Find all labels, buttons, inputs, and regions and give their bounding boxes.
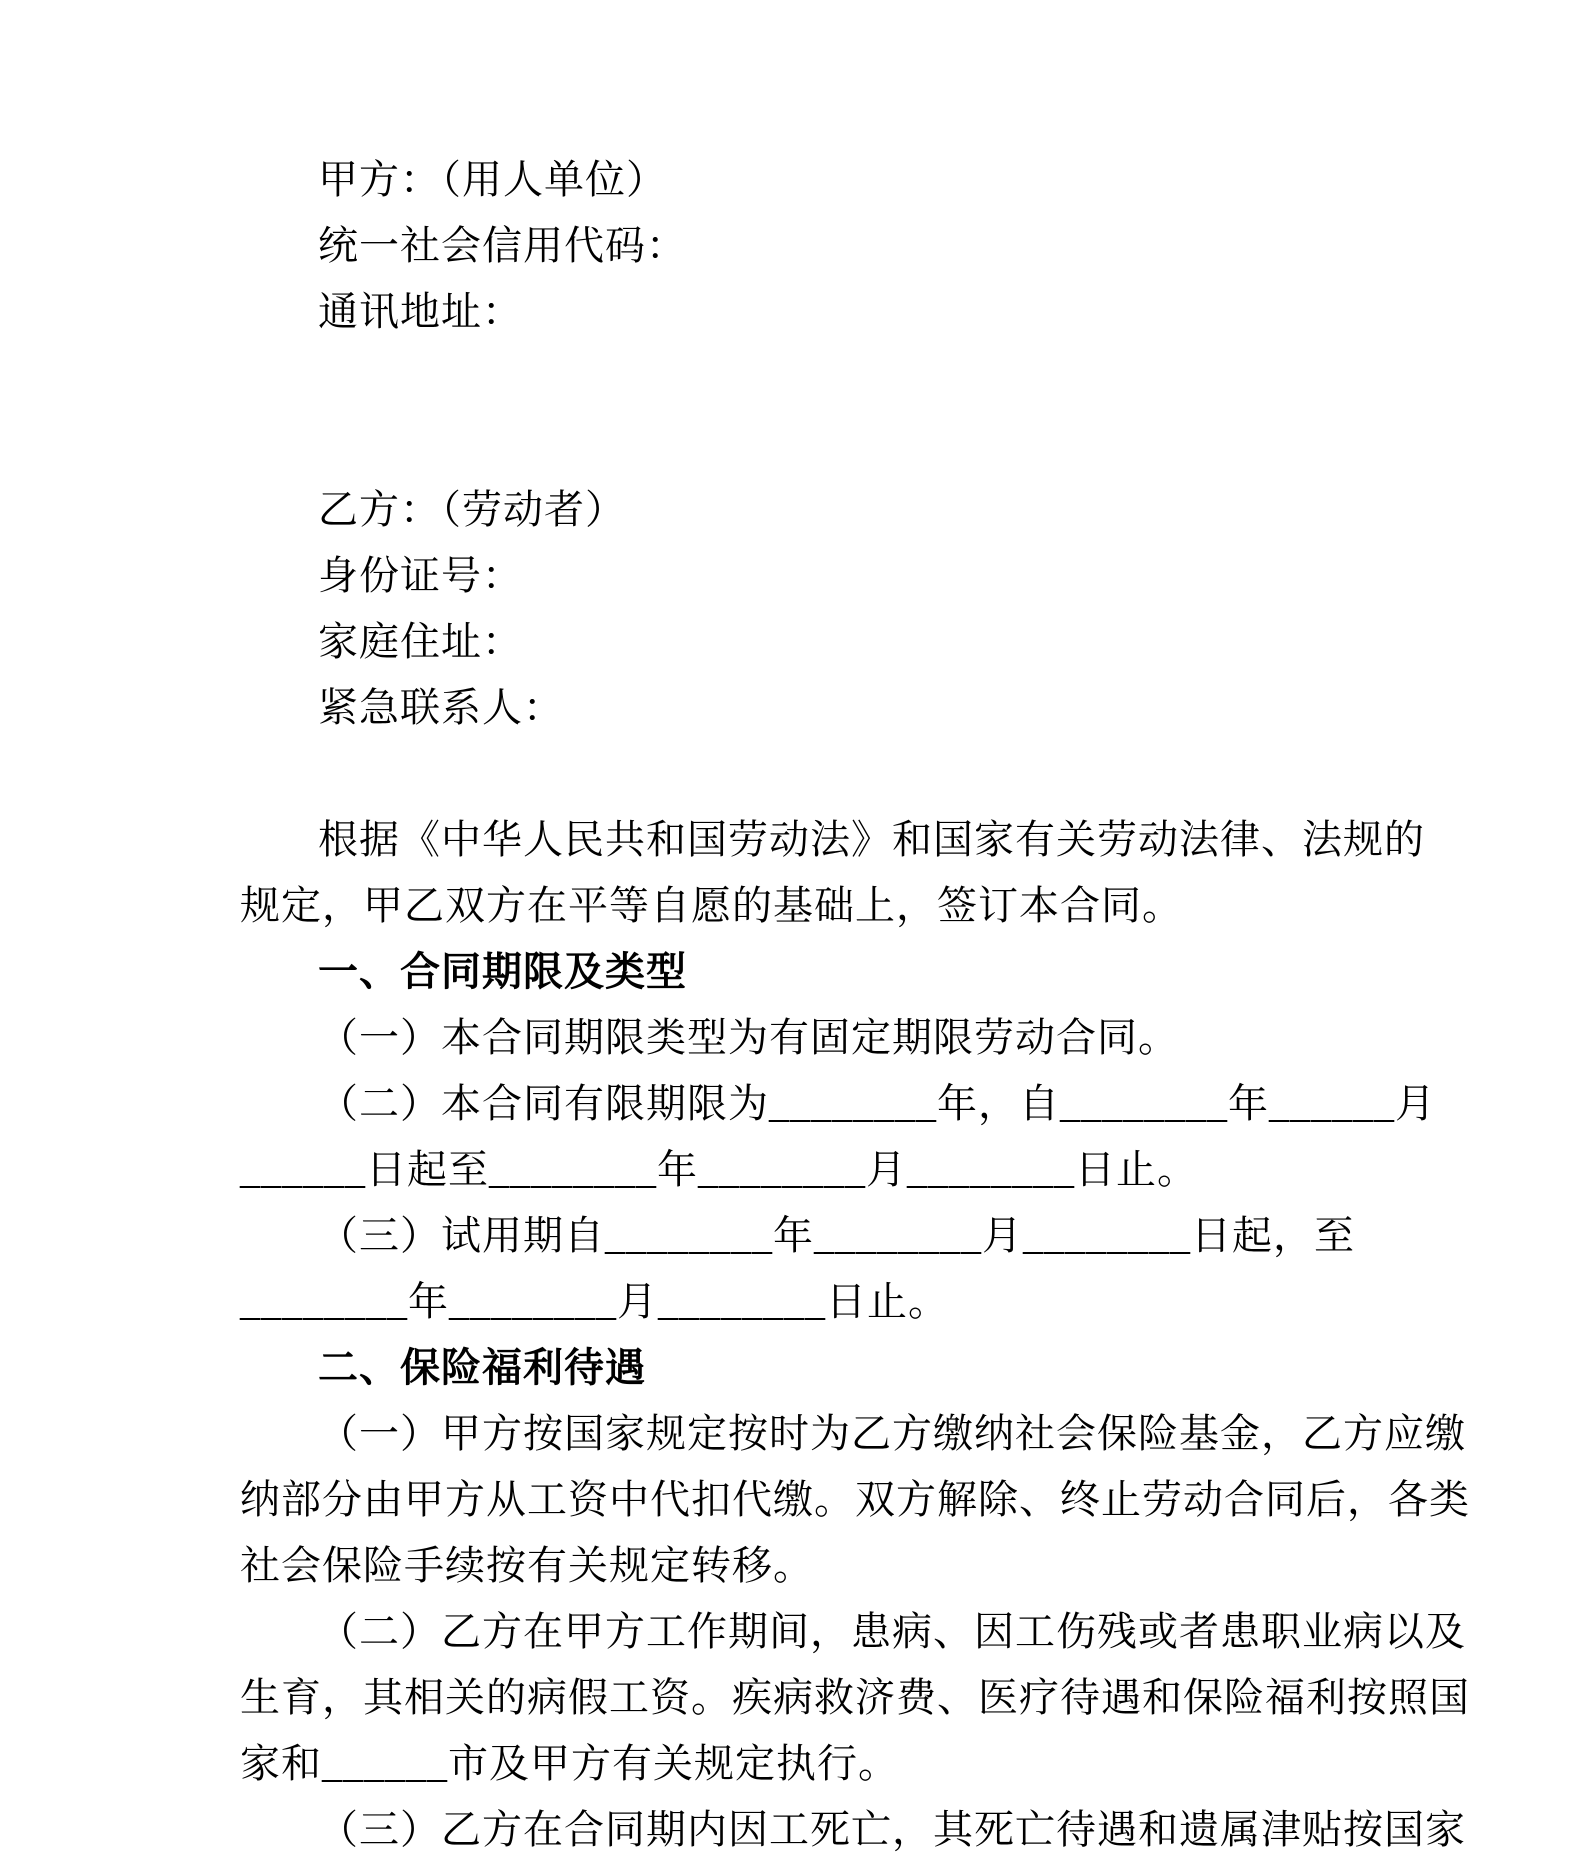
contract-text-line: （一）甲方按国家规定按时为乙方缴纳社会保险基金，乙方应缴 xyxy=(318,1411,1466,1456)
contract-text-line: （三）乙方在合同期内因工死亡，其死亡待遇和遗属津贴按国家 xyxy=(318,1807,1466,1852)
contract-text-line: 身份证号： xyxy=(318,553,523,598)
contract-text-line: 紧急联系人： xyxy=(318,685,564,730)
contract-text-line: 乙方：（劳动者） xyxy=(318,487,626,532)
contract-body xyxy=(240,147,1470,1863)
contract-text-line: 家庭住址： xyxy=(318,619,523,664)
contract-text-line: 家和______市及甲方有关规定执行。 xyxy=(240,1741,899,1786)
contract-text-line: ______日起至________年________月________日止。 xyxy=(240,1147,1198,1192)
contract-text-line: 纳部分由甲方从工资中代扣代缴。双方解除、终止劳动合同后，各类 xyxy=(240,1477,1470,1522)
contract-text-line: （二）本合同有限期限为________年，自________年______月 xyxy=(318,1081,1436,1126)
section-heading: 二、保险福利待遇 xyxy=(318,1345,646,1390)
section-heading: 一、合同期限及类型 xyxy=(318,949,687,994)
contract-text-line: ________年________月________日止。 xyxy=(240,1279,949,1324)
contract-text-line: （三）试用期自________年________月________日起，至 xyxy=(318,1213,1355,1258)
blank-line xyxy=(240,345,1359,411)
blank-line xyxy=(240,411,1359,477)
contract-text-line: 统一社会信用代码： xyxy=(318,223,687,268)
contract-text-line: 通讯地址： xyxy=(318,289,523,334)
contract-text-line: （二）乙方在甲方工作期间，患病、因工伤残或者患职业病以及 xyxy=(318,1609,1466,1654)
contract-text-line: 甲方：（用人单位） xyxy=(318,157,667,202)
contract-text-line: 根据《中华人民共和国劳动法》和国家有关劳动法律、法规的 xyxy=(318,817,1425,862)
blank-line xyxy=(240,741,1359,807)
contract-text-line: 规定，甲乙双方在平等自愿的基础上，签订本合同。 xyxy=(240,883,1183,928)
contract-text-line: 生育，其相关的病假工资。疾病救济费、医疗待遇和保险福利按照国 xyxy=(240,1675,1470,1720)
contract-text-line: 社会保险手续按有关规定转移。 xyxy=(240,1543,814,1588)
contract-text-line: （一）本合同期限类型为有固定期限劳动合同。 xyxy=(318,1015,1179,1060)
